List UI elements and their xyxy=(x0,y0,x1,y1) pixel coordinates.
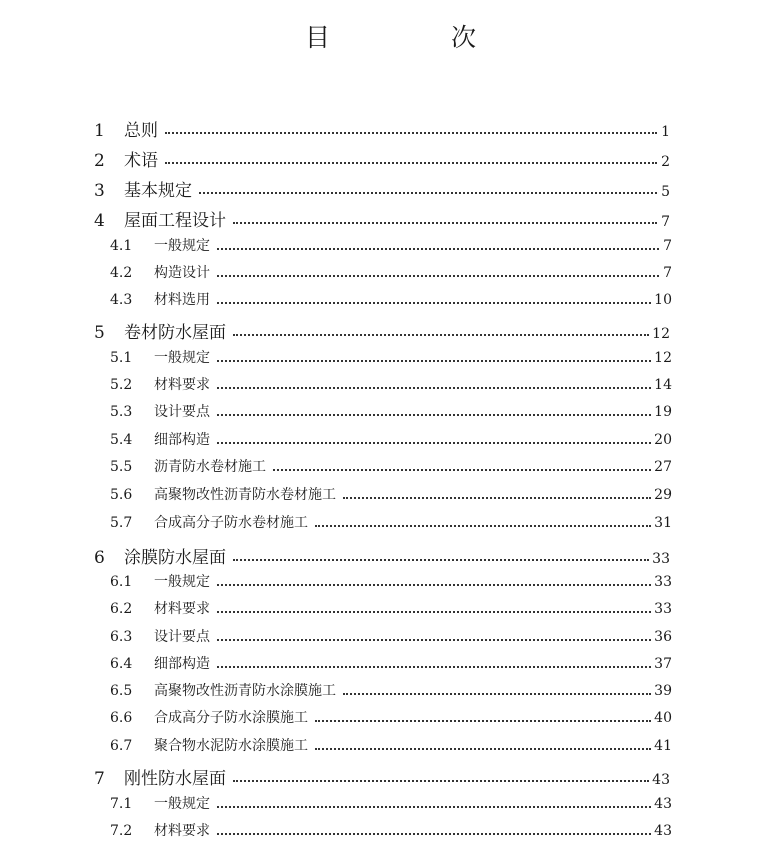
toc-entry-number: 5.7 xyxy=(110,515,133,531)
toc-entry-page-number: 41 xyxy=(654,738,672,754)
toc-entry-page-number: 10 xyxy=(654,292,672,308)
dot-leader xyxy=(315,744,651,750)
toc-section-entry[interactable] xyxy=(110,262,672,282)
toc-entry-number: 6.5 xyxy=(110,683,133,699)
toc-entry-number: 4.1 xyxy=(110,238,133,254)
toc-section-entry[interactable] xyxy=(110,401,672,421)
toc-section-entry[interactable] xyxy=(110,680,672,700)
toc-entry-number: 5 xyxy=(94,323,105,343)
toc-section-entry[interactable] xyxy=(110,374,672,394)
toc-entry-label: 细部构造 xyxy=(154,432,210,448)
toc-entry-page-number: 43 xyxy=(652,772,670,788)
toc-entry-label: 刚性防水屋面 xyxy=(124,769,226,789)
toc-entry-label: 合成高分子防水涂膜施工 xyxy=(154,710,308,726)
toc-section-entry[interactable] xyxy=(110,429,672,449)
toc-entry-label: 一般规定 xyxy=(154,574,210,590)
toc-entry-page-number: 2 xyxy=(661,154,670,170)
toc-entry-page-number: 7 xyxy=(663,265,672,281)
dot-leader xyxy=(217,410,651,416)
toc-entry-page-number: 43 xyxy=(654,823,672,839)
dot-leader xyxy=(233,330,649,336)
toc-entry-label: 材料选用 xyxy=(154,292,210,308)
dot-leader xyxy=(217,383,651,389)
toc-entry-number: 6 xyxy=(94,548,105,568)
toc-section-entry[interactable] xyxy=(110,571,672,591)
toc-entry-label: 屋面工程设计 xyxy=(124,211,226,231)
dot-leader xyxy=(217,244,659,250)
toc-entry-page-number: 40 xyxy=(654,710,672,726)
dot-leader xyxy=(273,465,651,471)
toc-chapter-entry[interactable] xyxy=(94,318,670,343)
dot-leader xyxy=(217,271,659,277)
toc-entry-number: 6.2 xyxy=(110,601,133,617)
toc-entry-page-number: 12 xyxy=(654,350,672,366)
toc-entry-number: 6.7 xyxy=(110,738,133,754)
toc-entry-number: 6.6 xyxy=(110,710,133,726)
dot-leader xyxy=(217,802,651,808)
toc-entry-page-number: 14 xyxy=(654,377,672,393)
toc-entry-label: 设计要点 xyxy=(154,629,210,645)
toc-entry-label: 总则 xyxy=(124,121,158,141)
toc-entry-number: 5.1 xyxy=(110,350,133,366)
dot-leader xyxy=(199,188,657,194)
toc-entry-number: 4.3 xyxy=(110,292,133,308)
toc-entry-number: 5.5 xyxy=(110,459,133,475)
dot-leader xyxy=(233,555,649,561)
toc-entry-page-number: 43 xyxy=(654,796,672,812)
toc-entry-label: 卷材防水屋面 xyxy=(124,323,226,343)
toc-entry-label: 材料要求 xyxy=(154,377,210,393)
toc-entry-label: 材料要求 xyxy=(154,823,210,839)
toc-section-entry[interactable] xyxy=(110,512,672,532)
dot-leader xyxy=(315,716,651,722)
toc-entry-page-number: 31 xyxy=(654,515,672,531)
toc-chapter-entry[interactable] xyxy=(94,146,670,171)
dot-leader xyxy=(217,829,651,835)
toc-entry-label: 设计要点 xyxy=(154,404,210,420)
dot-leader xyxy=(343,493,651,499)
toc-entry-page-number: 7 xyxy=(661,214,670,230)
toc-entry-label: 术语 xyxy=(124,151,158,171)
toc-entry-label: 高聚物改性沥青防水涂膜施工 xyxy=(154,683,336,699)
toc-entry-label: 高聚物改性沥青防水卷材施工 xyxy=(154,487,336,503)
toc-entry-page-number: 20 xyxy=(654,432,672,448)
toc-entry-page-number: 12 xyxy=(652,326,670,342)
toc-chapter-entry[interactable] xyxy=(94,543,670,568)
toc-entry-label: 材料要求 xyxy=(154,601,210,617)
toc-entry-number: 2 xyxy=(94,151,105,171)
dot-leader xyxy=(343,689,651,695)
toc-entry-label: 细部构造 xyxy=(154,656,210,672)
toc-entry-label: 基本规定 xyxy=(124,181,192,201)
toc-entry-number: 7.1 xyxy=(110,796,133,812)
toc-entry-number: 6.3 xyxy=(110,629,133,645)
toc-entry-number: 5.6 xyxy=(110,487,133,503)
toc-section-entry[interactable] xyxy=(110,347,672,367)
toc-entry-label: 一般规定 xyxy=(154,238,210,254)
toc-entry-page-number: 27 xyxy=(654,459,672,475)
toc-chapter-entry[interactable] xyxy=(94,116,670,141)
toc-entry-label: 一般规定 xyxy=(154,796,210,812)
dot-leader xyxy=(217,580,651,586)
dot-leader xyxy=(165,158,657,164)
dot-leader xyxy=(315,521,651,527)
toc-entry-number: 5.3 xyxy=(110,404,133,420)
toc-entry-page-number: 37 xyxy=(654,656,672,672)
toc-entry-page-number: 39 xyxy=(654,683,672,699)
dot-leader xyxy=(217,607,651,613)
toc-section-entry[interactable] xyxy=(110,653,672,673)
toc-chapter-entry[interactable] xyxy=(94,206,670,231)
toc-entry-page-number: 29 xyxy=(654,487,672,503)
toc-chapter-entry[interactable] xyxy=(94,764,670,789)
toc-section-entry[interactable] xyxy=(110,484,672,504)
dot-leader xyxy=(233,776,649,782)
toc-entry-label: 涂膜防水屋面 xyxy=(124,548,226,568)
toc-section-entry[interactable] xyxy=(110,707,672,727)
toc-entry-page-number: 19 xyxy=(654,404,672,420)
dot-leader xyxy=(217,356,651,362)
dot-leader xyxy=(217,298,651,304)
toc-section-entry[interactable] xyxy=(110,598,672,618)
toc-entry-label: 一般规定 xyxy=(154,350,210,366)
toc-entry-number: 5.4 xyxy=(110,432,133,448)
toc-entry-label: 沥青防水卷材施工 xyxy=(154,459,266,475)
toc-entry-number: 6.4 xyxy=(110,656,133,672)
toc-entry-number: 1 xyxy=(94,121,105,141)
toc-entry-page-number: 5 xyxy=(661,184,670,200)
dot-leader xyxy=(233,218,657,224)
toc-entry-page-number: 33 xyxy=(652,551,670,567)
toc-entry-page-number: 33 xyxy=(654,601,672,617)
toc-entry-number: 4 xyxy=(94,211,105,231)
dot-leader xyxy=(217,635,651,641)
toc-entry-number: 4.2 xyxy=(110,265,133,281)
toc-section-entry[interactable] xyxy=(110,456,672,476)
toc-entry-number: 5.2 xyxy=(110,377,133,393)
toc-entry-page-number: 1 xyxy=(661,124,670,140)
toc-entry-label: 合成高分子防水卷材施工 xyxy=(154,515,308,531)
toc-entry-page-number: 7 xyxy=(663,238,672,254)
toc-entry-label: 聚合物水泥防水涂膜施工 xyxy=(154,738,308,754)
dot-leader xyxy=(165,128,657,134)
toc-entry-page-number: 33 xyxy=(654,574,672,590)
dot-leader xyxy=(217,438,651,444)
toc-entry-number: 6.1 xyxy=(110,574,133,590)
toc-section-entry[interactable] xyxy=(110,235,672,255)
toc-entry-number: 7.2 xyxy=(110,823,133,839)
toc-section-entry[interactable] xyxy=(110,735,672,755)
toc-section-entry[interactable] xyxy=(110,793,672,813)
toc-section-entry[interactable] xyxy=(110,820,672,840)
toc-section-entry[interactable] xyxy=(110,289,672,309)
dot-leader xyxy=(217,662,651,668)
toc-section-entry[interactable] xyxy=(110,626,672,646)
toc-chapter-entry[interactable] xyxy=(94,176,670,201)
toc-entry-label: 构造设计 xyxy=(154,265,210,281)
toc-entry-number: 3 xyxy=(94,181,105,201)
toc-entry-number: 7 xyxy=(94,769,105,789)
page-title: 目 次 xyxy=(304,23,524,52)
toc-entry-page-number: 36 xyxy=(654,629,672,645)
